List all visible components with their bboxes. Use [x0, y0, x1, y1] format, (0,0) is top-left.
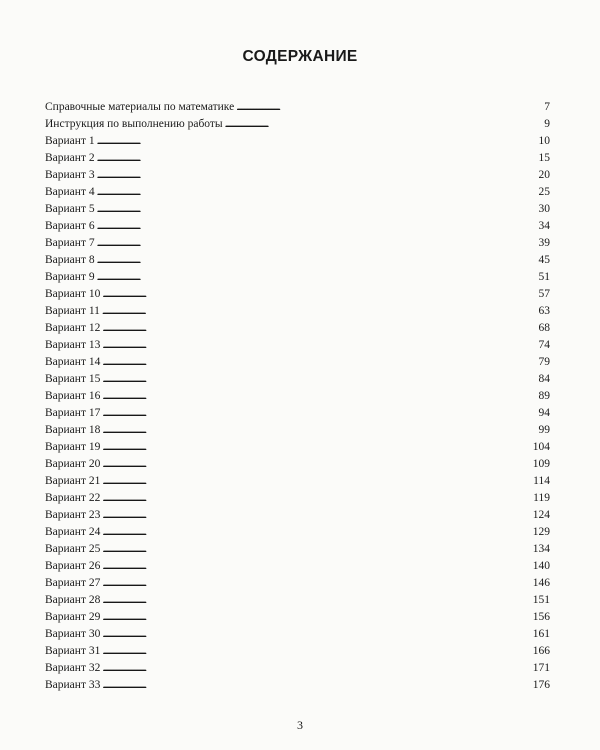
toc-entry [45, 388, 550, 405]
toc-entry-label: Вариант 5 [45, 203, 95, 215]
toc-entry-label: Вариант 25 [45, 543, 101, 555]
dot-leader [97, 133, 537, 150]
dot-leader [102, 643, 530, 660]
toc-entry-page: 89 [538, 390, 550, 402]
toc-entry-label: Вариант 11 [45, 305, 100, 317]
toc-entry-page: 63 [538, 305, 550, 317]
dot-leader [97, 167, 537, 184]
toc-entry-page: 39 [538, 237, 550, 249]
dot-leader [97, 201, 537, 218]
toc-entry-page: 124 [532, 509, 550, 521]
toc-entry-page: 34 [538, 220, 550, 232]
toc-entry-label: Вариант 32 [45, 662, 101, 674]
toc-entry-label: Вариант 28 [45, 594, 101, 606]
dot-leader [102, 677, 530, 694]
toc-entry-label: Вариант 27 [45, 577, 101, 589]
toc-entry [45, 218, 550, 235]
toc-entry [45, 133, 550, 150]
toc-entry [45, 473, 550, 490]
toc-entry-page: 140 [532, 560, 550, 572]
toc-entry [45, 507, 550, 524]
toc-entry-label: Вариант 19 [45, 441, 101, 453]
dot-leader [102, 660, 530, 677]
toc-entry [45, 592, 550, 609]
toc-entry-page: 171 [532, 662, 550, 674]
toc-entry [45, 235, 550, 252]
toc-entry-page: 114 [533, 475, 550, 487]
toc-entry-label: Вариант 33 [45, 679, 101, 691]
dot-leader [102, 371, 536, 388]
dot-leader [97, 184, 537, 201]
toc-entry [45, 320, 550, 337]
toc-entry [45, 422, 550, 439]
toc-entry-label: Вариант 16 [45, 390, 101, 402]
toc-entry [45, 201, 550, 218]
dot-leader [97, 252, 537, 269]
dot-leader [102, 609, 530, 626]
toc-entry-label: Вариант 17 [45, 407, 101, 419]
toc-entry [45, 677, 550, 694]
dot-leader [102, 626, 530, 643]
toc-entry-label: Вариант 8 [45, 254, 95, 266]
toc-entry-page: 7 [544, 101, 550, 113]
toc-entry-page: 79 [538, 356, 550, 368]
toc-entry-page: 45 [538, 254, 550, 266]
toc-entry-label: Вариант 6 [45, 220, 95, 232]
toc-entry-page: 151 [532, 594, 550, 606]
toc-entry-page: 57 [538, 288, 550, 300]
dot-leader [102, 405, 536, 422]
toc-entry-label: Вариант 4 [45, 186, 95, 198]
toc-entry-page: 15 [538, 152, 550, 164]
toc-entry [45, 269, 550, 286]
toc-entry-label: Вариант 31 [45, 645, 101, 657]
toc-entry [45, 337, 550, 354]
toc-entry-page: 129 [532, 526, 550, 538]
dot-leader [102, 439, 530, 456]
toc-entry-page: 156 [532, 611, 550, 623]
toc-entry-label: Вариант 24 [45, 526, 101, 538]
toc-entry-label: Вариант 20 [45, 458, 101, 470]
toc-entry-page: 134 [532, 543, 550, 555]
toc-entry [45, 558, 550, 575]
dot-leader [97, 218, 537, 235]
dot-leader [102, 507, 530, 524]
toc-entry-label: Вариант 3 [45, 169, 95, 181]
toc-entry-label: Вариант 22 [45, 492, 101, 504]
toc-entry-label: Вариант 14 [45, 356, 101, 368]
toc-entry [45, 167, 550, 184]
toc-entry [45, 626, 550, 643]
toc-entry-label: Вариант 30 [45, 628, 101, 640]
dot-leader [102, 524, 530, 541]
toc-entry [45, 371, 550, 388]
toc-entry-label: Вариант 21 [45, 475, 101, 487]
dot-leader [236, 99, 542, 116]
toc-entry-page: 84 [538, 373, 550, 385]
toc-entry [45, 575, 550, 592]
dot-leader [102, 422, 536, 439]
table-of-contents [45, 99, 550, 694]
toc-entry [45, 303, 550, 320]
toc-entry-label: Вариант 9 [45, 271, 95, 283]
toc-entry-label: Инструкция по выполнению работы [45, 118, 223, 130]
page-title: СОДЕРЖАНИЕ [242, 48, 358, 66]
page-number: 3 [297, 718, 303, 732]
toc-entry [45, 252, 550, 269]
toc-entry-page: 146 [532, 577, 550, 589]
dot-leader [102, 558, 530, 575]
toc-entry-label: Вариант 15 [45, 373, 101, 385]
toc-entry-page: 166 [532, 645, 550, 657]
dot-leader [102, 490, 531, 507]
dot-leader [97, 269, 537, 286]
toc-entry-label: Вариант 1 [45, 135, 95, 147]
toc-entry-page: 9 [544, 118, 550, 130]
toc-entry-page: 119 [533, 492, 550, 504]
toc-entry-label: Вариант 18 [45, 424, 101, 436]
toc-entry [45, 99, 550, 116]
toc-entry [45, 286, 550, 303]
dot-leader [102, 337, 536, 354]
toc-entry-label: Вариант 7 [45, 237, 95, 249]
toc-entry-page: 10 [538, 135, 550, 147]
dot-leader [102, 320, 536, 337]
toc-entry [45, 609, 550, 626]
toc-entry [45, 439, 550, 456]
dot-leader [102, 303, 537, 320]
dot-leader [102, 592, 530, 609]
toc-entry-page: 68 [538, 322, 550, 334]
toc-entry [45, 660, 550, 677]
toc-entry-page: 161 [532, 628, 550, 640]
toc-entry-page: 51 [538, 271, 550, 283]
toc-entry [45, 524, 550, 541]
dot-leader [102, 286, 536, 303]
toc-entry [45, 116, 550, 133]
dot-leader [102, 388, 536, 405]
toc-entry-label: Вариант 29 [45, 611, 101, 623]
dot-leader [225, 116, 543, 133]
toc-entry-page: 20 [538, 169, 550, 181]
dot-leader [102, 456, 530, 473]
toc-entry-label: Вариант 26 [45, 560, 101, 572]
dot-leader [102, 473, 531, 490]
toc-entry-page: 99 [538, 424, 550, 436]
toc-entry-page: 74 [538, 339, 550, 351]
toc-entry-page: 25 [538, 186, 550, 198]
toc-entry-page: 109 [532, 458, 550, 470]
toc-entry-label: Вариант 10 [45, 288, 101, 300]
toc-entry [45, 643, 550, 660]
toc-entry [45, 456, 550, 473]
dot-leader [102, 575, 530, 592]
toc-entry [45, 150, 550, 167]
toc-entry [45, 405, 550, 422]
toc-entry-label: Вариант 12 [45, 322, 101, 334]
toc-entry [45, 541, 550, 558]
toc-entry-page: 30 [538, 203, 550, 215]
toc-entry-label: Справочные материалы по математике [45, 101, 235, 113]
toc-entry-label: Вариант 23 [45, 509, 101, 521]
toc-entry [45, 490, 550, 507]
dot-leader [102, 354, 536, 371]
toc-entry-label: Вариант 13 [45, 339, 101, 351]
dot-leader [97, 235, 537, 252]
toc-entry-page: 104 [532, 441, 550, 453]
dot-leader [102, 541, 530, 558]
toc-entry-page: 94 [538, 407, 550, 419]
dot-leader [97, 150, 537, 167]
toc-entry [45, 354, 550, 371]
toc-entry [45, 184, 550, 201]
toc-entry-label: Вариант 2 [45, 152, 95, 164]
toc-entry-page: 176 [532, 679, 550, 691]
